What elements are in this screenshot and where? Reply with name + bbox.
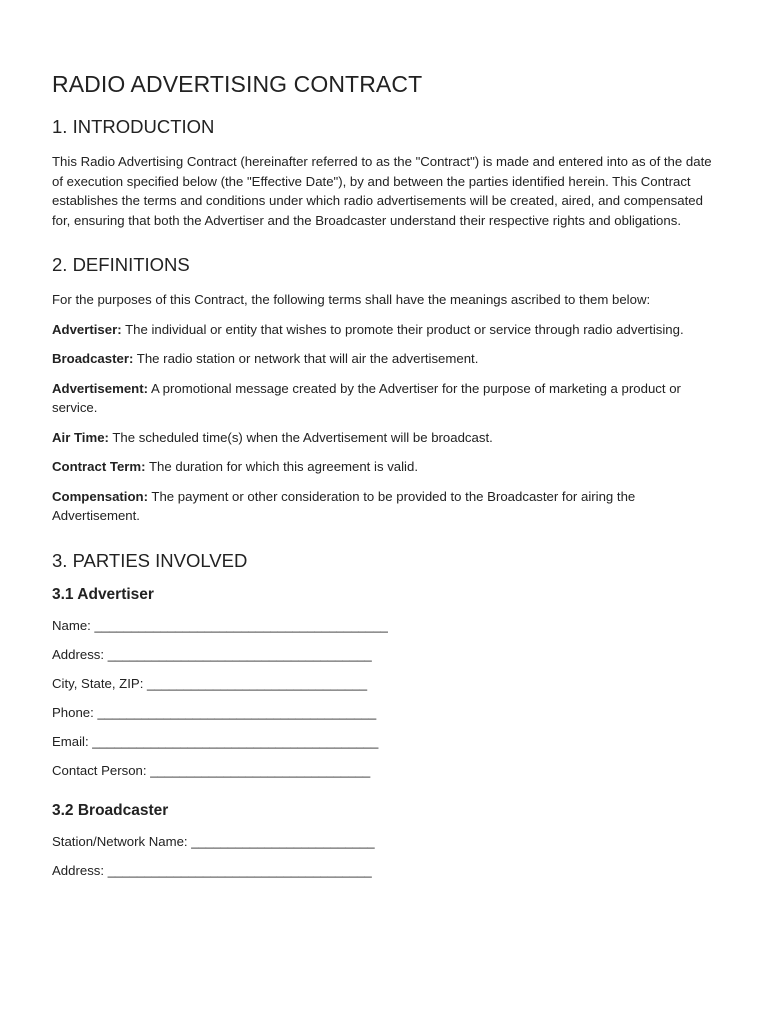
definition-item <box>52 349 718 369</box>
broadcaster-heading: 3.2 Broadcaster <box>52 801 169 819</box>
advertiser-phone-field: Phone: ______________________________________ <box>52 704 377 720</box>
definition-text: The radio station or network that will air the advertisement. <box>133 351 479 366</box>
advertiser-city-state-zip-field: City, State, ZIP: ______________________________ <box>52 675 368 691</box>
definition-text: The scheduled time(s) when the Advertisement will be broadcast. <box>108 429 493 445</box>
definition-text: A promotional message created by the Advertiser for the purpose of marketing a product or service. <box>52 380 681 415</box>
document-title: RADIO ADVERTISING CONTRACT <box>52 71 423 97</box>
introduction-heading: 1. INTRODUCTION <box>52 116 215 137</box>
definition-term: Broadcaster: <box>52 351 134 366</box>
advertiser-address-field: Address: ____________________________________ <box>52 646 372 662</box>
advertiser-email-field: Email: _______________________________________ <box>52 733 379 749</box>
introduction-section <box>52 116 718 230</box>
advertiser-heading: 3.1 Advertiser <box>52 585 154 603</box>
advertiser-contact-person-field: Contact Person: ______________________________ <box>52 762 371 778</box>
parties-heading: 3. PARTIES INVOLVED <box>52 549 248 571</box>
definition-term: Advertisement: <box>52 380 149 396</box>
definition-item <box>52 379 718 418</box>
definition-item <box>52 487 718 526</box>
definition-item <box>52 457 718 477</box>
definition-term: Compensation: <box>52 488 148 504</box>
introduction-body: This Radio Advertising Contract (hereinafter referred to as the "Contract") is made and entered into as of the date of execution specified below (the "Effective Date"), by and between the parties identified herein. This Contract establishes the terms and conditions under which radio advertisements will be created, aired, and compensated for, ensuring that both the Advertiser and the Broadcaster understand their respective rights and obligations. <box>52 154 712 228</box>
broadcaster-block <box>52 802 718 880</box>
definition-term: Advertiser: <box>52 321 122 337</box>
broadcaster-address-field: Address: ____________________________________ <box>52 862 372 878</box>
advertiser-block <box>52 586 718 780</box>
definitions-intro: For the purposes of this Contract, the following terms shall have the meanings ascribed to them below: <box>52 292 651 307</box>
definition-item <box>52 428 718 448</box>
broadcaster-station-name-field: Station/Network Name: _________________________ <box>52 833 375 849</box>
definition-item <box>52 320 718 340</box>
definition-text: The individual or entity that wishes to promote their product or service through radio advertising. <box>121 321 684 337</box>
definition-term: Contract Term: <box>52 459 146 474</box>
definition-term: Air Time: <box>52 429 109 445</box>
definition-text: The payment or other consideration to be provided to the Broadcaster for airing the Advertisement. <box>52 488 636 523</box>
definitions-section <box>52 254 718 526</box>
advertiser-name-field: Name: ________________________________________ <box>52 617 388 633</box>
definitions-heading: 2. DEFINITIONS <box>52 254 190 275</box>
definition-text: The duration for which this agreement is valid. <box>145 459 418 474</box>
parties-section <box>52 550 718 880</box>
